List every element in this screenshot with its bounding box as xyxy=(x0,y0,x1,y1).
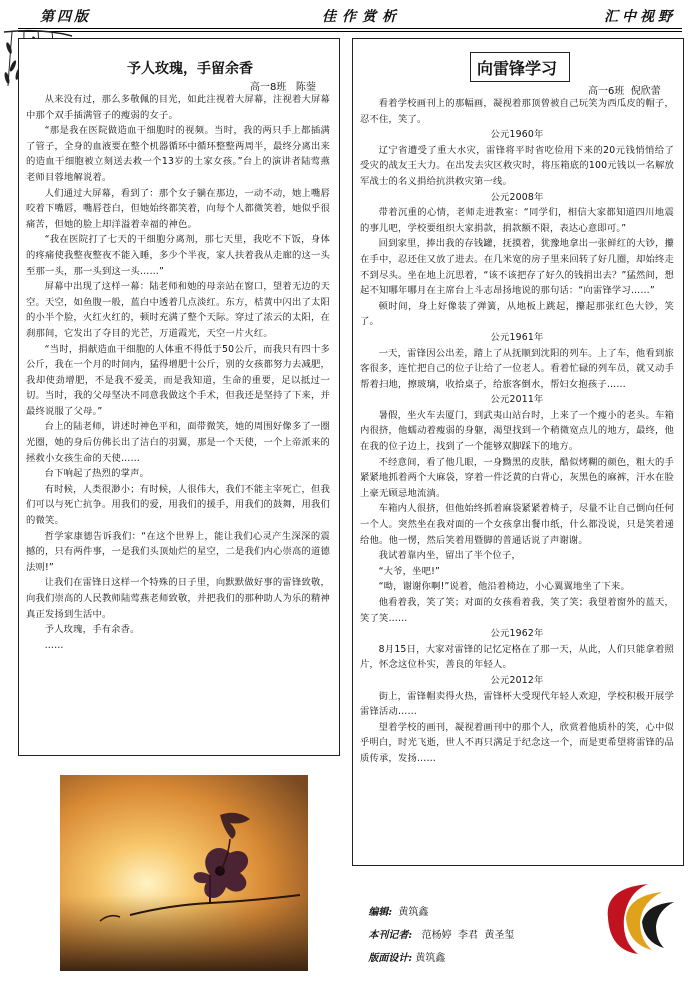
right-paragraph: 我试着靠内坐，留出了半个位子， xyxy=(378,550,522,562)
credit-reporters-label: 本刊记者: xyxy=(368,930,413,941)
credit-editor-value: 黄筑鑫 xyxy=(398,907,429,918)
year-heading: 公元2008年 xyxy=(490,191,544,203)
credit-layout-value: 黄筑鑫 xyxy=(415,953,446,964)
right-paragraph: 一天，雷锋因公出差，踏上了从抚顺到沈阳的列车。上了车，他看到旅客很多，连忙把自己的位子让给了一位老人。看着忙碌的列车员，就又动手帮着扫地，擦玻璃，收拾桌子，给旅客倒水，帮妇女抱孩子…… xyxy=(360,347,674,390)
right-article-title: 向雷锋学习 xyxy=(476,59,557,78)
left-paragraph: 哲学家康德告诉我们：“在这个世界上，能让我们心灵产生深深的震撼的，只有两件事，一是我们头顶灿烂的星空，二是我们内心崇高的道德法则!” xyxy=(26,530,330,573)
year-heading: 公元1961年 xyxy=(490,331,544,343)
right-paragraph: 8月15日，大家对雷锋的记忆定格在了那一天，从此，人们只能拿着照片，怀念这位朴实，善良的年轻人。 xyxy=(360,643,674,671)
right-paragraph: 望着学校的画刊，凝视着画刊中的那个人，欣赏着他质朴的笑，心中似乎明白，时光飞逝，世人不再只满足于纪念这一个，而是更希望将雷锋的品质传承，发扬…… xyxy=(360,721,674,764)
left-article-title: 予人玫瑰，手留余香 xyxy=(127,61,253,77)
header-rule-thin xyxy=(18,31,682,32)
right-paragraph: “呦，谢谢你啊!”说着，他沿着椅边，小心翼翼地坐了下来。 xyxy=(378,581,630,593)
credit-reporters-value: 范杨婷 李君 黄圣玺 xyxy=(421,930,515,941)
left-paragraph: “那是我在医院做造血干细胞时的视频。当时，我的两只手上都插满了管子，全身的血液要在整个机器循环中循环整整两周半，最终分离出来的造血干细胞被立刻送去救一个13岁的土家女孩。”台上的演讲者陆莺燕老师目蓉地解说着。 xyxy=(26,125,330,183)
right-article-body xyxy=(360,96,674,767)
left-paragraph: 予人玫瑰，手有余香。 xyxy=(44,624,140,636)
left-paragraph: “我在医院打了七天的干细胞分离剂，那七天里，我吃不下饭，身体的疼痛使我整夜整夜不能入睡，多少个半夜，家人扶着我从走廊的这一头至那一头，那一头到这一头……” xyxy=(26,234,330,277)
right-article-byline: 高一6班 倪欣蕾 xyxy=(588,86,661,97)
left-article-body xyxy=(26,92,330,653)
header-rule xyxy=(18,28,682,29)
right-paragraph: 暑假，坐火车去厦门，到武夷山站台时，上来了一个瘦小的老头。车箱内很挤，他蠕动着瘦弱的身躯，渴望找到一个稍微宽点儿的地方，最终，他在我的位子边上，找到了一个能够双脚踩下的地方。 xyxy=(360,409,674,453)
left-paragraph: …… xyxy=(44,639,64,651)
left-article-byline: 高一8班 陈蓥 xyxy=(250,82,316,93)
left-paragraph: 屏幕中出现了这样一幕：陆老师和她的母亲站在窗口，望着无边的天空。天空，如鱼腹一般，蓝白中透着几点淡红。东方，桔黄中闪出了太阳的小半个脸，火红火红的，顿时充满了整个天际。穿过了浓云的太阳，在刹那间，它发出了夺目的光芒，万道霞光，天空一片火红。 xyxy=(26,281,330,339)
left-paragraph: 台下响起了热烈的掌声。 xyxy=(44,468,150,480)
right-paragraph: 回到家里，捧出我的存钱罐，抚摸着，犹豫地拿出一张鲜红的大钞，攥在手中，忍还住又放了进去。在几米宽的房子里来回转了好几圈，却始终走不到尽头。坐在地上沉思着，“该不该把存了好久的钱捐出去？”猛然间，想起不知哪年哪月在主席台上斗志昂扬地说的那句话：“向雷锋学习……” xyxy=(360,238,674,297)
right-paragraph: 顿时间，身上好像装了弹簧，从地板上跳起，攥起那张红色大钞，笑了。 xyxy=(360,300,674,328)
section-title: 佳作赏析 xyxy=(322,9,402,25)
year-heading: 公元1962年 xyxy=(490,628,544,640)
right-paragraph: “大爷，坐吧!” xyxy=(378,565,441,577)
left-paragraph: “当时，捐献造血干细胞的人体重不得低于50公斤，而我只有四十多公斤，我在一个月的时间内，猛得增肥十公斤，别的女孩都努力去减肥，我却使劲增肥，不是我不爱美，而是我知道，生命的重要，足以抵过一切。当时，我的父母坚决不同意我做这个手术，但我还是坚持了下来，并最终说服了父母。” xyxy=(26,343,330,417)
page-number: 第四版 xyxy=(40,9,91,25)
right-paragraph: 看着学校画刊上的那幅画，凝视着那顶曾被自己玩笑为西瓜皮的帽子，忍不住，笑了。 xyxy=(360,98,674,125)
right-paragraph: 不经意间，看了他几眼，一身黝黑的皮肤，酷似烤糊的颜色，粗大的手紧紧地抓着两个大麻袋，穿着一件泛黄的白背心，灰黑色的麻裤，汗水在脸上豪无顾忌地流淌。 xyxy=(360,456,674,499)
year-heading: 公元2011年 xyxy=(490,394,544,406)
right-paragraph: 辽宁省遭受了重大水灾，雷锋将平时省吃俭用下来的20元钱悄悄给了受灾的战友王大力。在出发去灾区救灾时，将压箱底的100元钱以一名解放军战士的名义捐给抗洪救灾第一线。 xyxy=(360,144,674,187)
school-swoosh-logo xyxy=(598,878,678,960)
credit-layout-label: 版面设计: xyxy=(368,953,413,964)
right-paragraph: 他看着我，笑了笑；对面的女孩看着我，笑了笑；我望着窗外的蓝天，笑了笑…… xyxy=(360,597,674,624)
left-paragraph: 人们通过大屏幕，看到了：那个女子躺在那边，一动不动，她上嘴唇咬着下嘴唇，嘴唇苍白，但她始终都笑着，向每个人都微笑着，她似乎很痛苦，但她的脸上却洋溢着幸福的神色。 xyxy=(26,187,330,230)
year-heading: 公元2012年 xyxy=(490,674,544,686)
credit-layout xyxy=(362,938,445,964)
left-paragraph: 让我们在雷锋日这样一个特殊的日子里，向默默做好事的雷锋致敬，向我们崇高的人民教师陆莺燕老师致敬，并把我们的那种助人为乐的精神真正发扬到生活中。 xyxy=(26,577,330,620)
credit-editor-label: 编辑: xyxy=(368,907,393,918)
right-paragraph: 街上，雷锋帽卖得火热，雷锋杯大受现代年轻人欢迎，学校积极开展学雷锋活动…… xyxy=(360,690,674,718)
right-paragraph: 带着沉重的心情，老师走进教室：“同学们，相信大家都知道四川地震的事儿吧，学校要组织大家捐款，捐款额不限，表达心意即可。” xyxy=(360,207,674,234)
right-paragraph: 车箱内人很挤，但他始终抓着麻袋紧紧着椅子，尽量不让自己倒向任何一个人。突然坐在我对面的一个女孩拿出餐巾纸，什么都没说，只是笑着递给他。他一愣，然后笑着用暨脚的普通话说了声谢谢。 xyxy=(360,503,674,546)
newspaper-name: 汇中视野 xyxy=(604,9,676,25)
left-paragraph: 从来没有过，那么多敬佩的目光，如此注视着大屏幕，注视着大屏幕中那个双手插满管子的瘦弱的女子。 xyxy=(26,94,330,121)
year-heading: 公元1960年 xyxy=(490,129,544,141)
left-paragraph: 台上的陆老师，讲述时神色平和，面带微笑，她的周围好像多了一圈光圈，她的身后仿佛长出了洁白的羽翼，那是一个天使，一个上帝派来的拯救小女孩生命的天使…… xyxy=(26,421,330,464)
flower-silhouette-photo xyxy=(60,775,308,971)
left-paragraph: 有时候，人类很渺小；有时候，人很伟大，我们不能主宰死亡，但我们可以与死亡抗争。用我们的爱，用我们的援手，用我们的鼓舞，用我们的微笑。 xyxy=(26,483,330,527)
